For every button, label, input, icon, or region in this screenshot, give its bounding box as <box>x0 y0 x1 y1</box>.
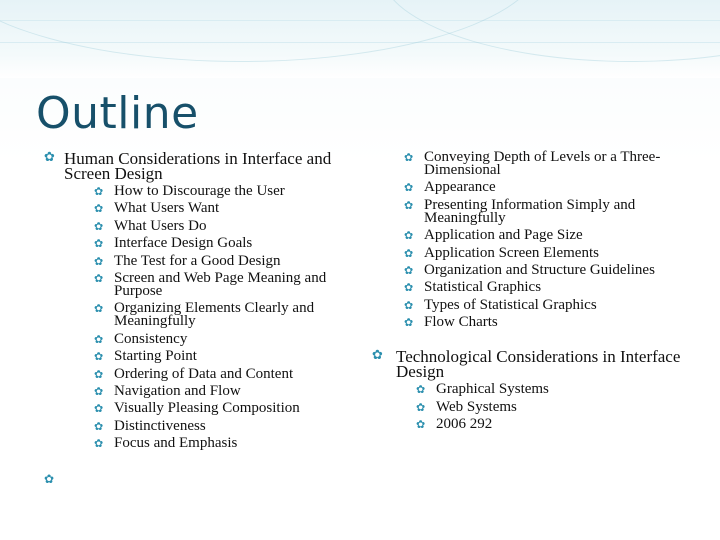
list-item: ✿ Organizing Elements Clearly and Meaningfully <box>94 300 315 330</box>
list-item: ✿ Graphical Systems <box>416 381 549 398</box>
section-heading: Human Considerations in Interface and Screen Design <box>64 149 332 183</box>
flower-bullet-icon: ✿ <box>404 298 414 312</box>
list-item: ✿ Visually Pleasing Composition <box>94 400 300 417</box>
flower-bullet-icon: ✿ <box>44 472 55 486</box>
list-item: ✿ Flow Charts <box>404 314 498 331</box>
list-item: ✿ Presenting Information Simply and Meaningfully <box>404 196 636 226</box>
list-item: ✿ Application Screen Elements <box>404 244 599 261</box>
flower-bullet-icon: ✿ <box>416 417 426 431</box>
flower-bullet-icon: ✿ <box>404 181 414 195</box>
list-item: ✿ Ordering of Data and Content <box>94 365 294 382</box>
list-item: ✿ Distinctiveness <box>94 417 206 434</box>
list-item: ✿ Conveying Depth of Levels or a Three-Dimensional <box>404 149 661 178</box>
section-human-considerations <box>44 151 364 450</box>
list-item: ✿ Application and Page Size <box>404 227 583 244</box>
list-item: ✿ What Users Do <box>94 217 207 234</box>
flower-bullet-icon: ✿ <box>94 271 104 285</box>
flower-bullet-icon: ✿ <box>94 419 104 433</box>
flower-bullet-icon: ✿ <box>404 151 414 164</box>
flower-bullet-icon: ✿ <box>94 302 104 316</box>
list-item: ✿ Starting Point <box>94 348 197 365</box>
right-column <box>372 149 684 435</box>
flower-bullet-icon: ✿ <box>404 263 414 277</box>
flower-bullet-icon: ✿ <box>94 402 104 416</box>
flower-bullet-icon: ✿ <box>94 202 104 216</box>
section-technological-considerations <box>372 347 684 432</box>
flower-bullet-icon: ✿ <box>416 383 426 397</box>
flower-bullet-icon: ✿ <box>94 254 104 268</box>
left-column <box>44 151 364 454</box>
flower-bullet-icon: ✿ <box>404 246 414 260</box>
sub-list <box>396 383 684 431</box>
flower-bullet-icon: ✿ <box>404 198 414 212</box>
list-item: ✿ Consistency <box>94 330 188 347</box>
flower-bullet-icon: ✿ <box>94 237 104 251</box>
list-item: ✿ Screen and Web Page Meaning and Purpose <box>94 269 327 299</box>
list-item: ✿ Web Systems <box>416 398 517 415</box>
flower-bullet-icon: ✿ <box>416 400 426 414</box>
list-item: ✿ Focus and Emphasis <box>94 435 238 452</box>
list-item: ✿ Organization and Structure Guidelines <box>404 261 655 278</box>
flower-bullet-icon: ✿ <box>94 384 104 398</box>
list-item: ✿ Navigation and Flow <box>94 382 241 399</box>
list-item: ✿ The Test for a Good Design <box>94 252 281 269</box>
section-heading: Technological Considerations in Interface Design <box>396 347 681 382</box>
flower-bullet-icon: ✿ <box>404 281 414 295</box>
flower-bullet-icon: ✿ <box>94 350 104 364</box>
list-item: ✿ What Users Want <box>94 200 220 217</box>
list-item: ✿ Appearance <box>404 179 496 196</box>
flower-bullet-icon: ✿ <box>94 332 104 346</box>
flower-bullet-icon: ✿ <box>94 219 104 233</box>
continued-list <box>384 151 684 329</box>
list-item: ✿ Types of Statistical Graphics <box>404 296 597 313</box>
flower-bullet-icon: ✿ <box>372 348 383 364</box>
sub-list <box>64 185 364 450</box>
flower-bullet-icon: ✿ <box>94 367 104 381</box>
slide-title: Outline <box>36 88 199 139</box>
list-item: ✿ Interface Design Goals <box>94 235 253 252</box>
flower-bullet-icon: ✿ <box>404 229 414 243</box>
list-item: ✿ Statistical Graphics <box>404 279 542 296</box>
list-item: ✿ How to Discourage the User <box>94 183 285 199</box>
flower-bullet-icon: ✿ <box>94 437 104 451</box>
list-item: ✿ 2006 292 <box>416 415 493 432</box>
flower-bullet-icon: ✿ <box>94 185 104 198</box>
flower-bullet-icon: ✿ <box>44 150 55 165</box>
flower-bullet-icon: ✿ <box>404 316 414 330</box>
